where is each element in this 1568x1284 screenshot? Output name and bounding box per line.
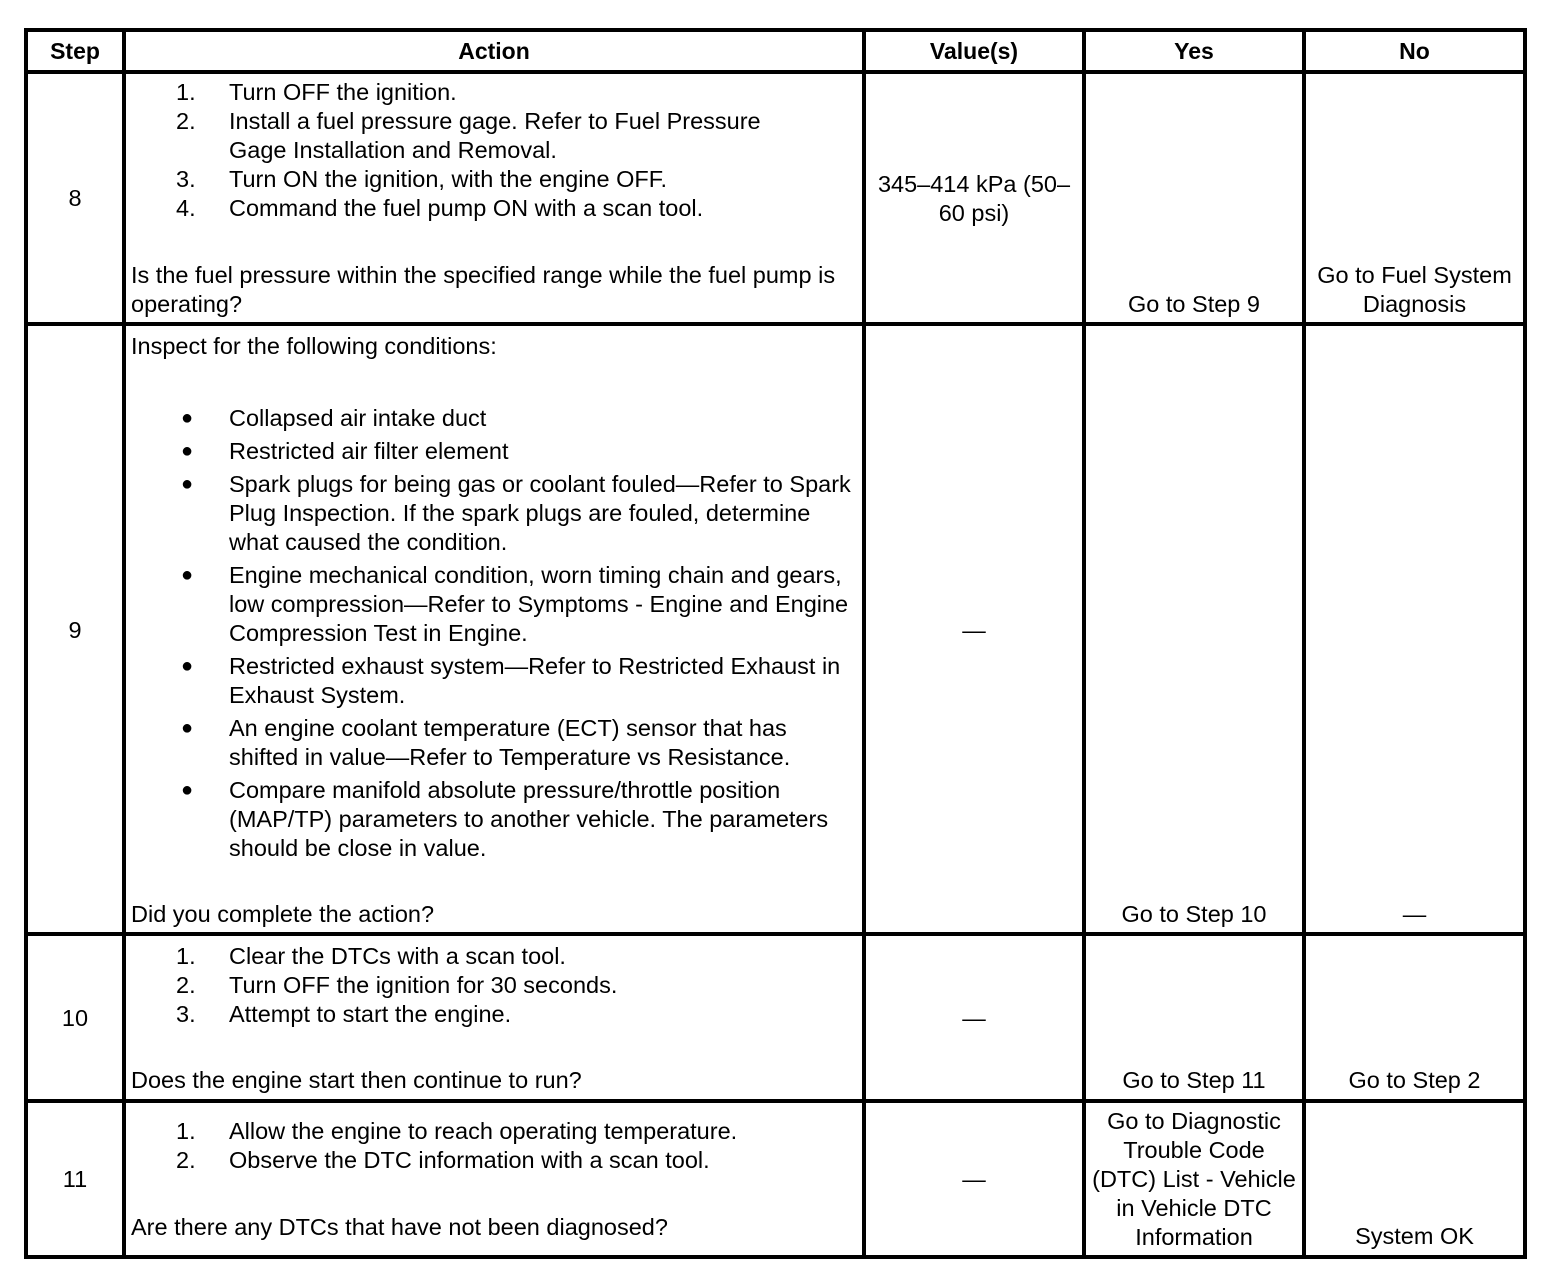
list-item: ● Restricted air filter element (181, 438, 509, 464)
numbered-steps (126, 942, 806, 1029)
list-item: 2. Turn OFF the ignition for 30 seconds. (176, 972, 618, 998)
action-cell (126, 942, 862, 1099)
numbered-steps (126, 78, 806, 223)
no-cell: — (1402, 901, 1427, 927)
list-item: ● Engine mechanical condition, worn timing chain and gears, low compression—Refer to Symptoms - Engine and Engine Compression Test in Engine. (181, 562, 849, 646)
question-text: Are there any DTCs that have not been diagnosed? (131, 1214, 668, 1240)
list-item: ● Collapsed air intake duct (181, 405, 487, 431)
question-text: Is the fuel pressure within the specified range while the fuel pump is operating? (131, 262, 836, 317)
value-cell: — (962, 1166, 986, 1192)
value-cell: 345–414 kPa (50–60 psi) (877, 171, 1071, 226)
header-no: No (1399, 38, 1430, 64)
list-item: 1. Turn OFF the ignition. (176, 79, 457, 105)
action-cell (126, 330, 862, 932)
yes-cell: Go to Step 9 (1128, 291, 1260, 317)
yes-cell: Go to Step 11 (1122, 1067, 1266, 1093)
table-border-right (1523, 28, 1527, 1259)
no-cell: Go to Step 2 (1348, 1067, 1481, 1093)
list-item: 3. Attempt to start the engine. (176, 1001, 512, 1027)
value-cell: — (962, 1005, 986, 1031)
list-item: 2. Observe the DTC information with a scan tool. (176, 1147, 710, 1173)
question-text: Did you complete the action? (131, 901, 435, 927)
header-yes: Yes (1174, 38, 1214, 64)
question-text: Does the engine start then continue to run? (131, 1067, 582, 1093)
no-cell: Go to Fuel System Diagnosis (1317, 262, 1512, 317)
step-number: 8 (68, 185, 82, 211)
list-item: ● Spark plugs for being gas or coolant fouled—Refer to Spark Plug Inspection. If the spark plugs are fouled, determine what caused the condition. (181, 471, 851, 555)
list-item: 2. Install a fuel pressure gage. Refer to Fuel Pressure Gage Installation and Removal. (176, 108, 761, 163)
list-item: 3. Turn ON the ignition, with the engine OFF. (176, 166, 668, 192)
step-number: 9 (68, 617, 82, 643)
list-item: ● Restricted exhaust system—Refer to Restricted Exhaust in Exhaust System. (181, 653, 841, 708)
header-step: Step (50, 38, 100, 64)
step-number: 10 (61, 1005, 89, 1031)
step-number: 11 (62, 1166, 88, 1192)
list-item: 1. Clear the DTCs with a scan tool. (176, 943, 566, 969)
action-cell (126, 1117, 862, 1255)
list-item: ● An engine coolant temperature (ECT) sensor that has shifted in value—Refer to Temperature vs Resistance. (181, 715, 791, 770)
value-cell: — (962, 617, 986, 643)
condition-list (126, 404, 858, 867)
yes-cell: Go to Step 10 (1121, 901, 1267, 927)
header-values: Value(s) (929, 38, 1019, 64)
yes-cell: Go to Diagnostic Trouble Code (DTC) List - Vehicle in Vehicle DTC Information (1092, 1108, 1296, 1250)
header-action: Action (458, 38, 530, 64)
action-cell (126, 78, 862, 322)
numbered-steps (126, 1117, 806, 1175)
list-item: 1. Allow the engine to reach operating temperature. (176, 1118, 738, 1144)
no-cell: System OK (1355, 1223, 1474, 1249)
list-item: ● Compare manifold absolute pressure/throttle position (MAP/TP) parameters to another vehicle. The parameters should be close in value. (181, 777, 829, 861)
list-item: 4. Command the fuel pump ON with a scan tool. (176, 195, 704, 221)
intro-text: Inspect for the following conditions: (131, 333, 497, 359)
